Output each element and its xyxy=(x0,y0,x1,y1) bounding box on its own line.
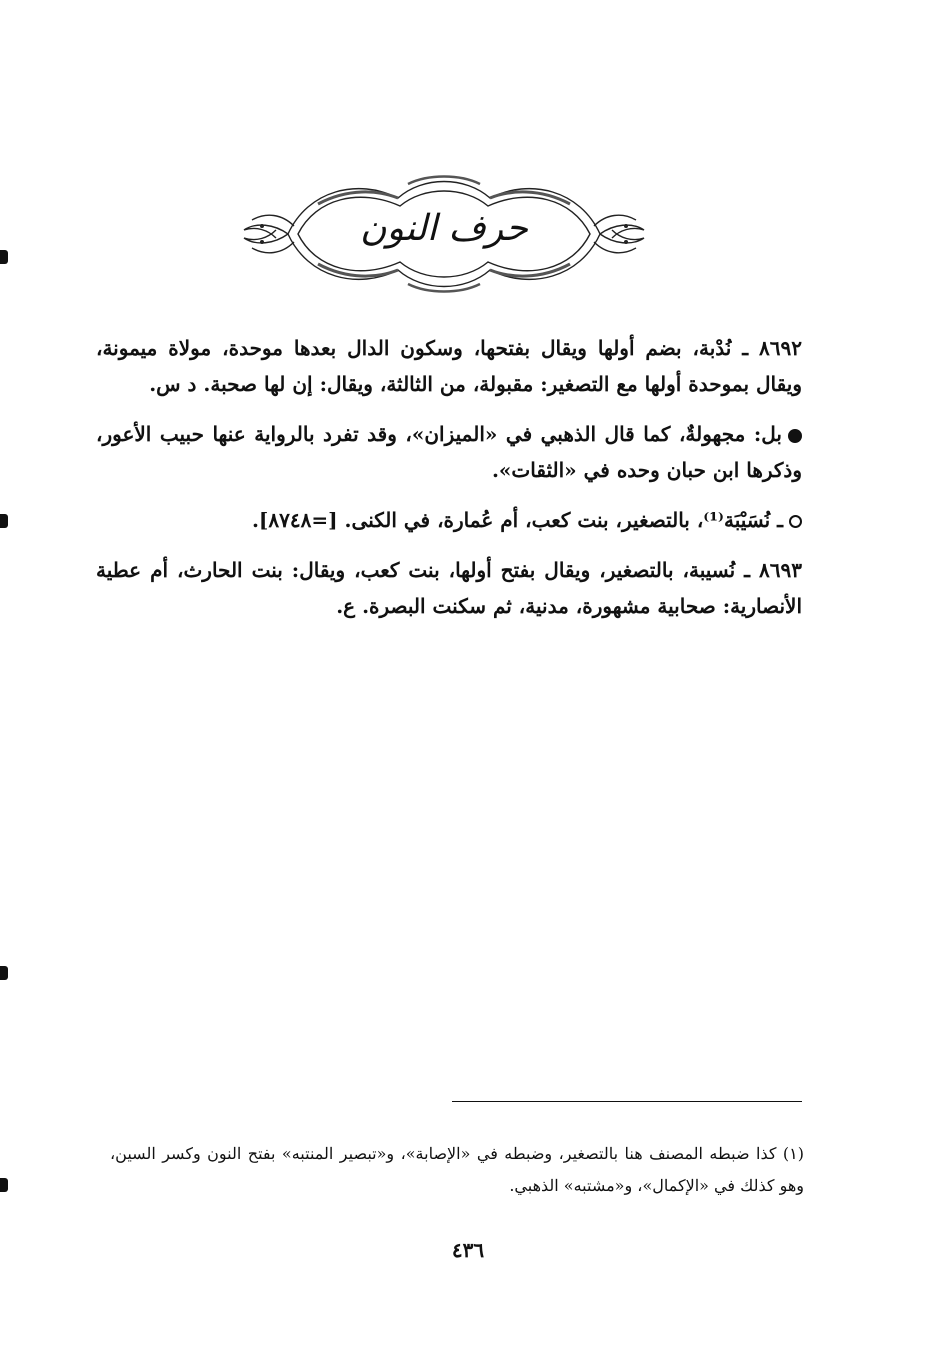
entry-8692: ٨٦٩٢ ـ نُدْبة، بضم أولها ويقال بفتحها، وسكون الدال بعدها موحدة، مولاة ميمونة، ويقال بموحدة أولها مع التصغير: مقبولة، من الثالثة، ويقال: إن لها صحبة. د س. xyxy=(96,336,802,396)
bullet-icon xyxy=(788,429,802,443)
editor-note-text: بل: مجهولةٌ، كما قال الذهبي في «الميزان»، وقد تفرد بالرواية عنها حبيب الأعور، وذكرها ابن حبان وحده في «الثقات». xyxy=(96,422,802,482)
cross-reference-text: ـ نُسَيْبَة⁽¹⁾، بالتصغير، بنت كعب، أم عُمارة، في الكنى. [=٨٧٤٨]. xyxy=(251,508,783,532)
main-text xyxy=(96,330,802,636)
chapter-header-ornament xyxy=(238,168,650,300)
binding-mark xyxy=(0,250,8,264)
page-number: ٤٣٦ xyxy=(451,1238,485,1262)
footnote-separator xyxy=(452,1101,802,1102)
cross-reference xyxy=(96,502,802,538)
circle-marker-icon xyxy=(789,515,802,528)
editor-note xyxy=(96,416,802,488)
footnote: (١) كذا ضبطه المصنف هنا بالتصغير، وضبطه في «الإصابة»، و«تبصير المنتبه» بفتح النون وكسر السين، وهو كذلك في «الإكمال»، و«مشتبه» الذهبي. xyxy=(110,1144,804,1195)
binding-mark xyxy=(0,966,8,980)
binding-mark xyxy=(0,514,8,528)
entry-8693: ٨٦٩٣ ـ نُسيبة، بالتصغير، ويقال بفتح أولها، بنت كعب، ويقال: بنت الحارث، أم عطية الأنصارية: صحابية مشهورة، مدنية، ثم سكنت البصرة. ع. xyxy=(96,558,802,618)
chapter-title: حرف النون xyxy=(360,208,528,249)
binding-mark xyxy=(0,1178,8,1192)
